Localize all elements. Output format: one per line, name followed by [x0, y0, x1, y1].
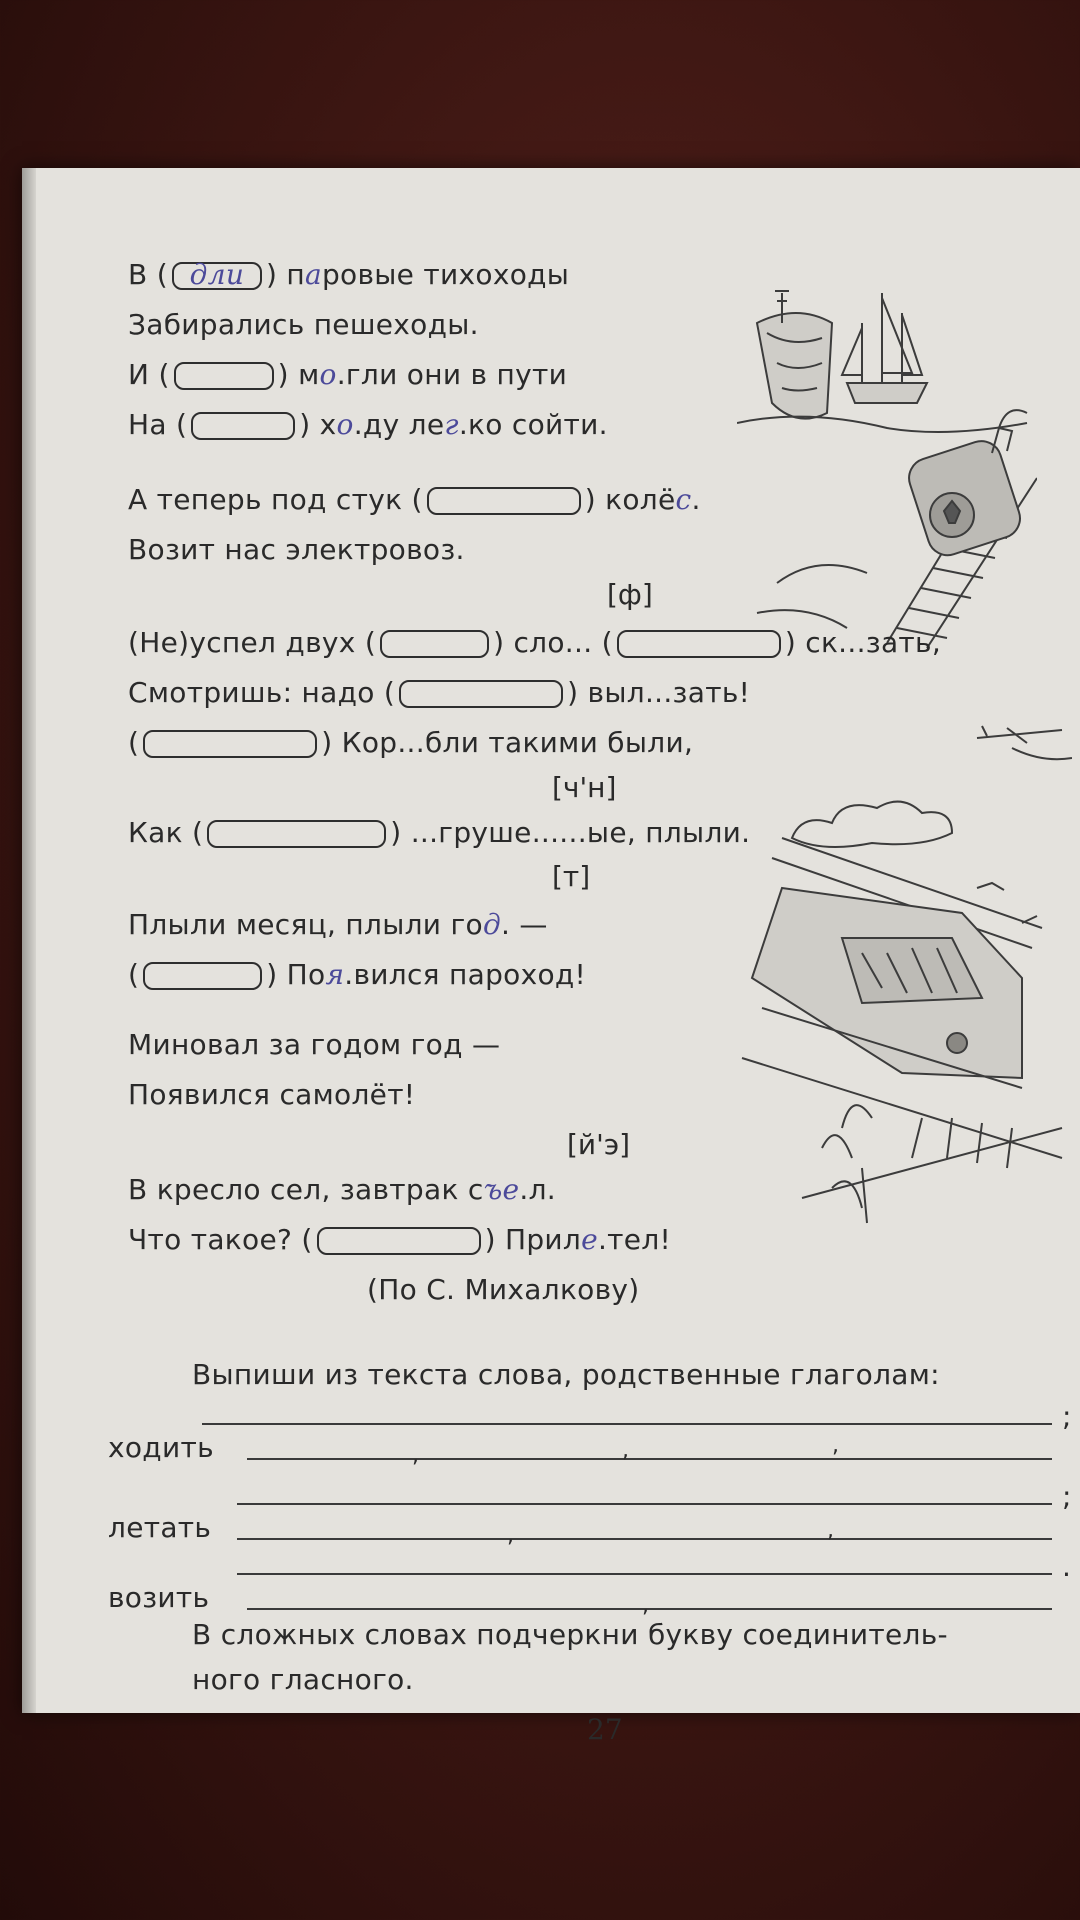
handwritten-letter: г [444, 408, 459, 441]
poem-line-8: Смотришь: надо ( ) выл...зать! [128, 676, 751, 709]
handwritten-letter: о [336, 408, 354, 441]
poem-line-14: Появился самолёт! [128, 1078, 416, 1111]
poem-line-11: Плыли месяц, плыли год. — [128, 908, 548, 941]
answer-line[interactable] [247, 1458, 1052, 1460]
workbook-page: В ( дли ) паровые тихоходы Забирались пешеходы. И ( ) мо.гли они в пути На ( ) хо.ду лег.ко сойти. А теперь под стук ( ) колёс. Возит нас электровоз. [ф] (Не)успел двух ( ) сло... ( ) ск...зать, Смотришь: надо ( ) выл...зать! ( ) Кор...бли такими были, [ч'н] Как ( ) ...груше......ые, плыли. [т] Плыли месяц, плыли год. — ( ) Поя.вился пароход! Миновал за годом год — Появился самолёт! [й'э] В кресло сел, завтрак съе.л. Что такое? ( ) Приле.тел! (По С. Михалкову) Выпиши из текста слова, родственные глаголам: ; ходить , , , ; летать , , . возить , В сложных словах подчеркни букву соединитель- ного гласного. 27 [22, 168, 1080, 1713]
poem-line-16: Что такое? ( ) Приле.тел! [128, 1223, 672, 1256]
answer-box[interactable] [617, 630, 781, 658]
poem-line-4: На ( ) хо.ду лег.ко сойти. [128, 408, 608, 441]
phonetic-mark: [ф] [607, 578, 653, 611]
handwritten-letter: с [675, 483, 692, 516]
answer-box[interactable] [174, 362, 274, 390]
poem-line-6: Возит нас электровоз. [128, 533, 465, 566]
task-note-line-1: В сложных словах подчеркни букву соединитель- [192, 1618, 948, 1651]
ship-train-illustration [737, 253, 1037, 648]
poem-line-5: А теперь под стук ( ) колёс. [128, 483, 701, 516]
task-note-line-2: ного гласного. [192, 1663, 414, 1696]
poem-line-15: В кресло сел, завтрак съе.л. [128, 1173, 557, 1206]
highspeed-train-illustration [722, 828, 1080, 1228]
phonetic-mark: [ч'н] [552, 771, 617, 804]
poem-credit: (По С. Михалкову) [367, 1273, 640, 1306]
answer-box[interactable] [143, 962, 262, 990]
answer-line[interactable] [237, 1538, 1052, 1540]
answer-box[interactable] [427, 487, 581, 515]
answer-box[interactable] [207, 820, 386, 848]
answer-line[interactable] [247, 1608, 1052, 1610]
poem-line-3: И ( ) мо.гли они в пути [128, 358, 568, 391]
poem-line-1: В ( дли ) паровые тихоходы [128, 258, 570, 291]
word-letat: летать [108, 1511, 212, 1544]
answer-line[interactable] [237, 1573, 1052, 1575]
poem-line-12: ( ) Поя.вился пароход! [128, 958, 587, 991]
handwritten-letter: я [325, 958, 345, 991]
poem-line-9: ( ) Кор...бли такими были, [128, 726, 694, 759]
phonetic-mark: [й'э] [567, 1128, 631, 1161]
poem-line-13: Миновал за годом год — [128, 1028, 501, 1061]
semicolon: ; [1062, 1400, 1072, 1433]
handwritten-answer: дли [189, 258, 245, 291]
handwritten-letters: ъе [483, 1173, 520, 1206]
answer-line[interactable] [202, 1423, 1052, 1425]
period: . [1062, 1550, 1071, 1583]
poem-line-7: (Не)успел двух ( ) сло... ( ) ск...зать, [128, 626, 942, 659]
page-number: 27 [587, 1713, 623, 1746]
answer-box[interactable] [317, 1227, 481, 1255]
handwritten-letter: о [319, 358, 337, 391]
poem-line-2: Забирались пешеходы. [128, 308, 479, 341]
word-vozit: возить [108, 1581, 210, 1614]
answer-box[interactable] [191, 412, 295, 440]
task-instruction: Выпиши из текста слова, родственные глаголам: [192, 1358, 940, 1391]
answer-line[interactable] [237, 1503, 1052, 1505]
word-hodit: ходить [108, 1431, 214, 1464]
answer-box[interactable] [399, 680, 563, 708]
semicolon: ; [1062, 1480, 1072, 1513]
handwritten-letter: д [482, 908, 501, 941]
answer-box[interactable] [143, 730, 317, 758]
handwritten-letter: е [581, 1223, 598, 1256]
answer-box[interactable] [380, 630, 489, 658]
poem-line-10: Как ( ) ...груше......ые, плыли. [128, 816, 751, 849]
handwritten-letter: а [304, 258, 322, 291]
phonetic-mark: [т] [552, 860, 591, 893]
